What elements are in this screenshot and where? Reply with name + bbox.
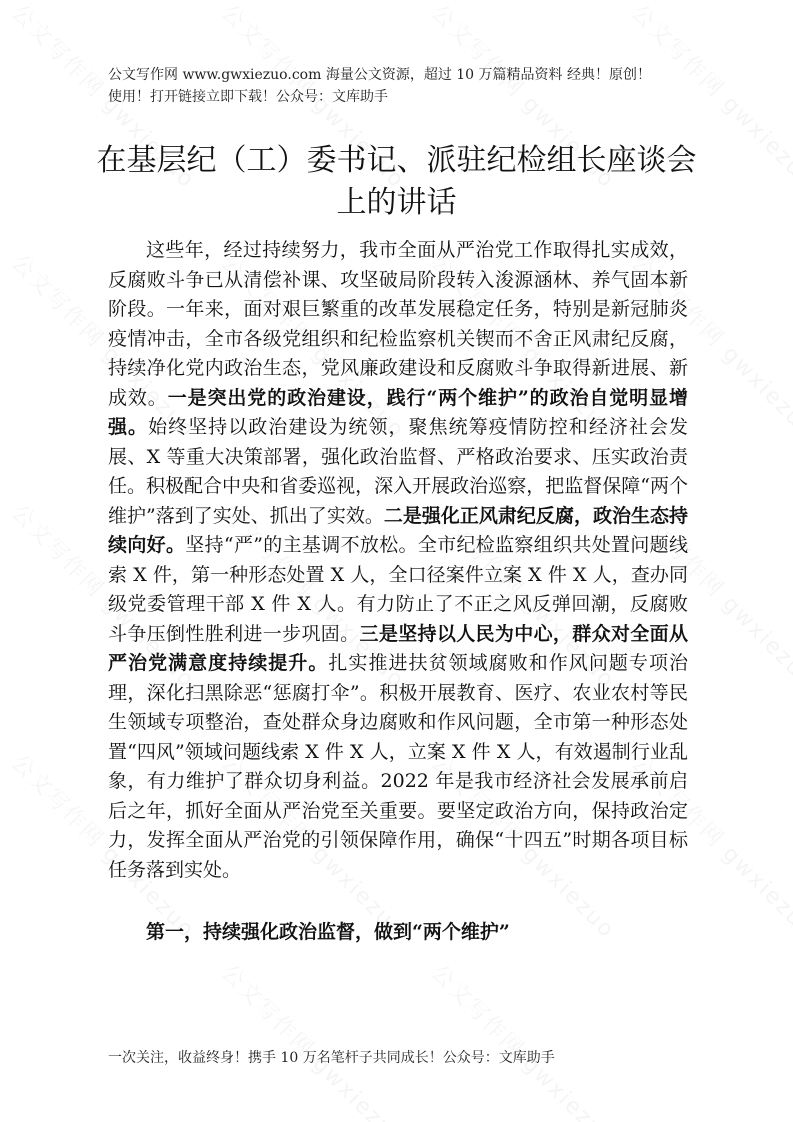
paragraph-text: 坚持“严”的主基调不放松。全市纪检监察组织共处置问题线索 X 件，第一种形态处置 X 人，全口径案件立案 X 件 X 人，查办同级党委管理干部 X 件 X 人。有力防止了不正之风反弹回潮，反腐败斗争压倒性胜利进一步巩固。: [108, 534, 688, 645]
header-note: [108, 64, 708, 108]
watermark: [215, 957, 413, 1122]
body-paragraph: [108, 236, 688, 885]
title-line-1: 在基层纪（工）委书记、派驻纪检组长座谈会: [96, 143, 697, 178]
paragraph-text: 始终坚持以政治建设为统领，聚焦统筹疫情防控和经济社会发展、X 等重大决策部署，强化政治监督、严格政治要求、压实政治责任。积极配合中央和省委巡视，深入开展政治巡察，把监督保障“两个维护”落到了实处、抓出了实效。: [108, 416, 688, 527]
header-line-2: 使用！打开链接立即下载！公众号：文库助手: [108, 89, 388, 105]
paragraph-text: 扎实推进扶贫领域腐败和作风问题专项治理，深化扫黑除恶“惩腐打伞”。积极开展教育、医疗、农业农村等民生领域专项整治，查处群众身边腐败和作风问题，全市第一种形态处置“四风”领域问题线索 X 件 X 人，立案 X 件 X 人，有效遏制行业乱象，有力维护了群众切身利益。2022 年是我市经济社会发展承前启后之年，抓好全面从严治党至关重要。要坚定政治方向，保持政治定力，发挥全面从严治党的引领保障作用，确保“十四五”时期各项目标任务落到实处。: [108, 652, 688, 881]
page-title: [60, 140, 733, 224]
paragraph-text: 这些年，经过持续努力，我市全面从严治党工作取得扎实成效，反腐败斗争已从清偿补课、攻坚破局阶段转入浚源涵林、养气固本新阶段。一年来，面对艰巨繁重的改革发展稳定任务，特别是新冠肺炎疫情冲击，全市各级党组织和纪检监察机关锲而不舍正风肃纪反腐，持续净化党内政治生态，党风廉政建设和反腐败斗争取得新进展、新成效。: [108, 239, 688, 409]
watermark: [425, 957, 623, 1122]
bold-point-1: 一是突出党的政治建设，践行“两个维护”的政治自觉明显增强。: [108, 386, 688, 438]
section-heading: 第一，持续强化政治监督，做到“两个维护”: [146, 921, 510, 943]
header-line-1: 公文写作网 www.gwxiezuo.com 海量公文资源，超过 10 万篇精品资料 经典！原创！: [108, 67, 651, 83]
title-line-2: 上的讲话: [336, 185, 457, 220]
footer-note: 一次关注，收益终身！携手 10 万名笔杆子共同成长！公众号：文库助手: [108, 1050, 555, 1066]
bold-point-3: 三是坚持以人民为中心，群众对全面从严治党满意度持续提升。: [108, 622, 688, 674]
bold-point-2: 二是强化正风肃纪反腐，政治生态持续向好。: [108, 504, 688, 556]
